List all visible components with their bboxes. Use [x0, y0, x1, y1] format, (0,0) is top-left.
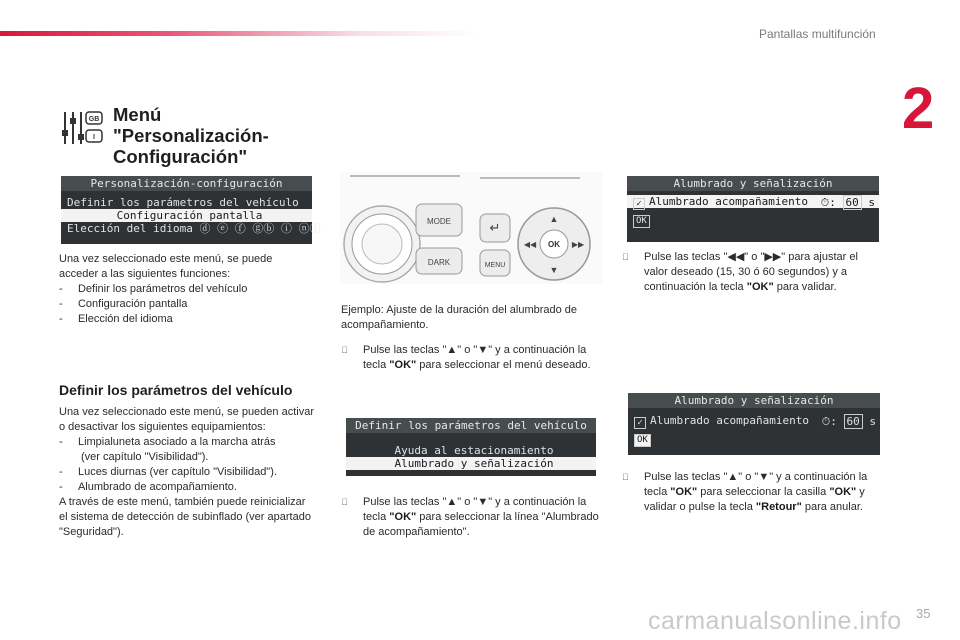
icon-label-i: I [93, 134, 95, 141]
menu-title: Menú "Personalización- Configuración" [113, 104, 269, 167]
screen-item-selected: ✓ Alumbrado acompañamiento ⏱: 60 s [627, 195, 879, 208]
step-1: Pulse las teclas "▲" o "▼" y a continuación la tecla "OK" para seleccionar el menú deseado. [363, 344, 591, 371]
screen-title: Personalización-configuración [61, 176, 312, 191]
svg-text:▶▶: ▶▶ [571, 240, 585, 249]
menu-button-label: MENU [484, 262, 506, 269]
screen-title: Alumbrado y señalización [628, 393, 880, 408]
section-body: Una vez seleccionado este menú, se pueden activar o desactivar los siguientes equipamientos: - Limpialuneta asociado a la marcha atrás (ver capítulo "Visibilidad"). - Luces diurnas (ver capítulo "Visibilidad"). - Alumbrado de acompañamiento. A través de este menú, también puede reinicializar el sistema de detección de subinflado (ver apartado "Seguridad"). [59, 406, 314, 538]
screen-title: Alumbrado y señalización [627, 176, 879, 191]
svg-text:▼: ▼ [549, 265, 559, 275]
screen-definir-parametros [346, 418, 596, 476]
screen-item: Ayuda al estacionamiento [394, 444, 554, 457]
control-panel-illustration [340, 172, 602, 284]
screen-title: Definir los parámetros del vehículo [346, 418, 596, 433]
screen-item: Elección del idioma ⓓ ⓔ ⓕ ⓖⓑ ⓘ ⓝⓛ [67, 222, 321, 235]
header-accent-bar [0, 31, 480, 36]
page-number: 35 [916, 606, 931, 621]
watermark: carmanualsonline.info [648, 607, 902, 635]
svg-text:▲: ▲ [549, 214, 559, 224]
mode-button-label: MODE [427, 217, 451, 226]
svg-text:◀◀: ◀◀ [523, 240, 537, 249]
step-2: Pulse las teclas "▲" o "▼" y a continuación la tecla "OK" para seleccionar la línea "Alumbrado de acompañamiento". [363, 496, 599, 538]
checkbox-icon: ✓ [633, 198, 645, 210]
step-3: Pulse las teclas "◀◀" o "▶▶" para ajustar el valor deseado (15, 30 ó 60 segundos) y a continuación la tecla "OK" para validar. [644, 251, 858, 293]
screen-item: Definir los parámetros del vehículo [67, 196, 299, 209]
chapter-number: 2 [902, 76, 935, 141]
intro-text: Una vez seleccionado este menú, se puede acceder a las siguientes funciones: - Definir los parámetros del vehículo - Configuración pantalla - Elección del idioma [59, 253, 273, 325]
checkbox-icon: ✓ [634, 417, 646, 429]
svg-text:↵: ↵ [489, 220, 501, 235]
example-text: Ejemplo: Ajuste de la duración del alumbrado de acompañamiento. [341, 304, 578, 331]
section-title: Pantallas multifunción [759, 27, 876, 41]
screen-item-selected: Configuración pantalla [61, 209, 312, 222]
ok-box: OK [633, 215, 650, 228]
ok-button-label: OK [548, 240, 560, 249]
screen-alumbrado-1 [627, 176, 879, 242]
step-4: Pulse las teclas "▲" o "▼" y a continuación la tecla "OK" para seleccionar la casilla "OK" y validar o pulse la tecla "Retour" para anular. [644, 471, 868, 513]
icon-label-gb: GB [88, 116, 100, 123]
dark-button-label: DARK [427, 258, 451, 267]
screen-personalizacion [61, 176, 321, 244]
settings-sliders-icon [60, 108, 106, 148]
screen-item-selected: Alumbrado y señalización [346, 457, 596, 470]
screen-alumbrado-2: Alumbrado y señalización ✓ Alumbrado acompañamiento ⏱: 60 s OK [628, 393, 880, 455]
section-heading: Definir los parámetros del vehículo [59, 382, 293, 398]
ok-box-selected: OK [634, 434, 651, 447]
